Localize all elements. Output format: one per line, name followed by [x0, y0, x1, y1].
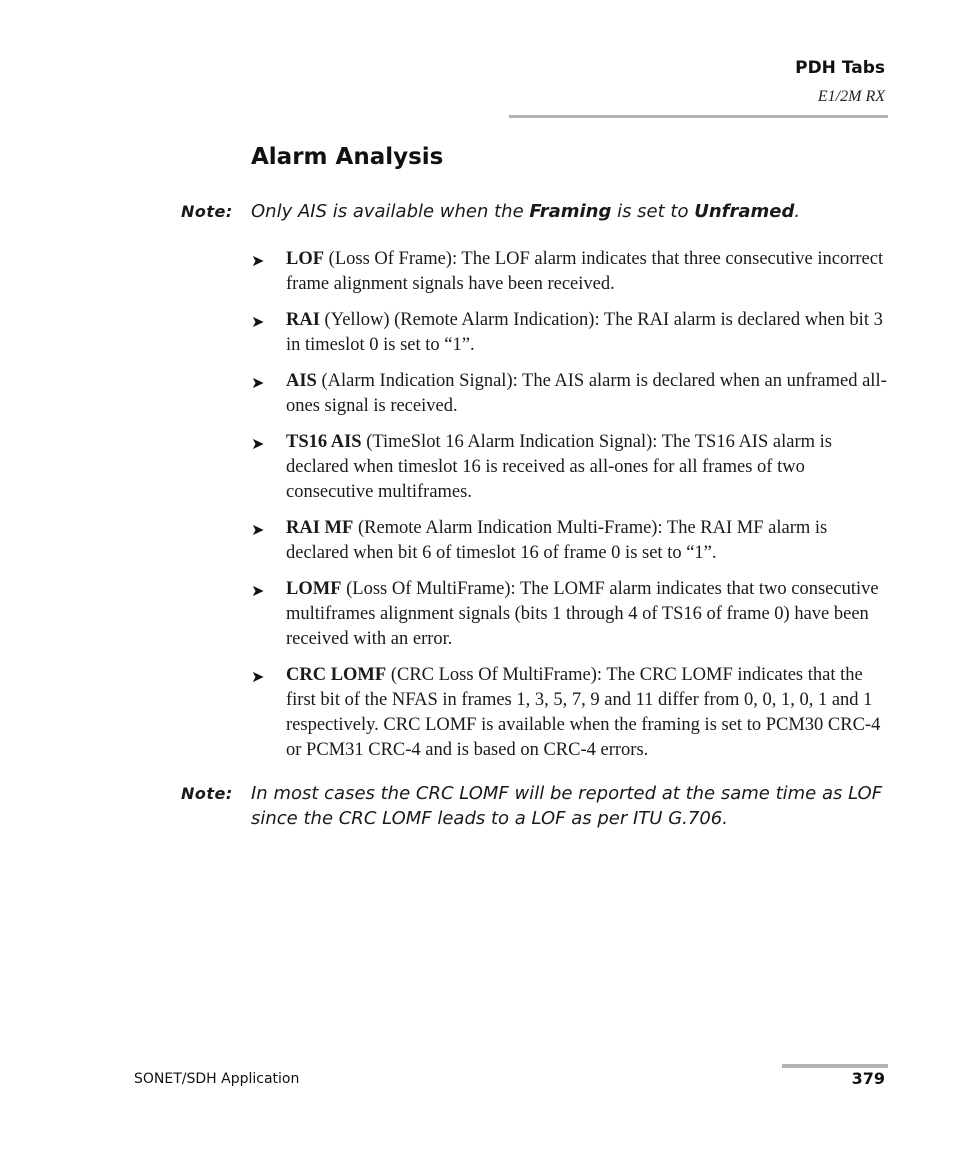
- note-crc-lomf: [181, 781, 891, 831]
- note-text-part: .: [794, 201, 801, 222]
- header-divider: [509, 115, 888, 118]
- bullet-arrow-icon: ➤: [251, 253, 265, 270]
- alarm-description: (Remote Alarm Indication Multi-Frame): The RAI MF alarm is declared when bit 6 of timeslot 16 of frame 0 is set to “1”.: [286, 518, 828, 563]
- alarm-item-rai-mf: [251, 516, 891, 566]
- alarm-term: LOMF: [286, 579, 342, 599]
- note-label: Note:: [181, 202, 233, 221]
- note-label: Note:: [181, 784, 233, 803]
- alarm-term: RAI MF: [286, 518, 354, 538]
- header-title: PDH Tabs: [795, 58, 885, 78]
- note-text-part: is set to: [611, 201, 695, 222]
- alarm-description: (Alarm Indication Signal): The AIS alarm is declared when an unframed all-ones signal is received.: [286, 371, 887, 416]
- alarm-list: [251, 247, 891, 774]
- alarm-description: (Loss Of MultiFrame): The LOMF alarm indicates that two consecutive multiframes alignment signals (bits 1 through 4 of TS16 of frame 0) have been received with an error.: [286, 579, 879, 649]
- bullet-arrow-icon: ➤: [251, 583, 265, 600]
- alarm-item-lof: [251, 247, 891, 297]
- note-text: [251, 199, 891, 224]
- footer-divider: [782, 1064, 888, 1068]
- bullet-arrow-icon: ➤: [251, 314, 265, 331]
- section-title: Alarm Analysis: [251, 144, 444, 170]
- alarm-description: (Yellow) (Remote Alarm Indication): The RAI alarm is declared when bit 3 in timeslot 0 is set to “1”.: [286, 310, 883, 355]
- bullet-arrow-icon: ➤: [251, 522, 265, 539]
- bullet-arrow-icon: ➤: [251, 375, 265, 392]
- alarm-term: CRC LOMF: [286, 665, 387, 685]
- alarm-item-crc-lomf: [251, 663, 891, 763]
- alarm-item-rai: [251, 308, 891, 358]
- note-framing: [181, 199, 891, 224]
- alarm-term: AIS: [286, 371, 317, 391]
- note-text-part: Only AIS is available when the: [251, 201, 530, 222]
- bullet-arrow-icon: ➤: [251, 669, 265, 686]
- alarm-term: TS16 AIS: [286, 432, 362, 452]
- alarm-item-ts16-ais: [251, 430, 891, 505]
- alarm-description: (Loss Of Frame): The LOF alarm indicates that three consecutive incorrect frame alignment signals have been received.: [286, 249, 884, 294]
- alarm-term: LOF: [286, 249, 325, 269]
- alarm-description: (CRC Loss Of MultiFrame): The CRC LOMF indicates that the first bit of the NFAS in frames 1, 3, 5, 7, 9 and 11 differ from 0, 0, 1, 0, 1 and 1 respectively. CRC LOMF is available when the framing is set to PCM30 CRC-4 or PCM31 CRC-4 and is based on CRC-4 errors.: [286, 665, 881, 760]
- header-subtitle: E1/2M RX: [817, 88, 885, 105]
- alarm-item-ais: [251, 369, 891, 419]
- note-keyword-framing: Framing: [529, 201, 612, 222]
- footer-document-title: SONET/SDH Application: [134, 1071, 300, 1087]
- alarm-description: (TimeSlot 16 Alarm Indication Signal): The TS16 AIS alarm is declared when timeslot 16 is received as all-ones for all frames of two consecutive multiframes.: [286, 432, 832, 502]
- bullet-arrow-icon: ➤: [251, 436, 265, 453]
- note-text: In most cases the CRC LOMF will be reported at the same time as LOF since the CRC LOMF leads to a LOF as per ITU G.706.: [251, 783, 883, 829]
- alarm-item-lomf: [251, 577, 891, 652]
- alarm-term: RAI: [286, 310, 320, 330]
- page-number: 379: [851, 1069, 885, 1088]
- note-keyword-unframed: Unframed: [694, 201, 795, 222]
